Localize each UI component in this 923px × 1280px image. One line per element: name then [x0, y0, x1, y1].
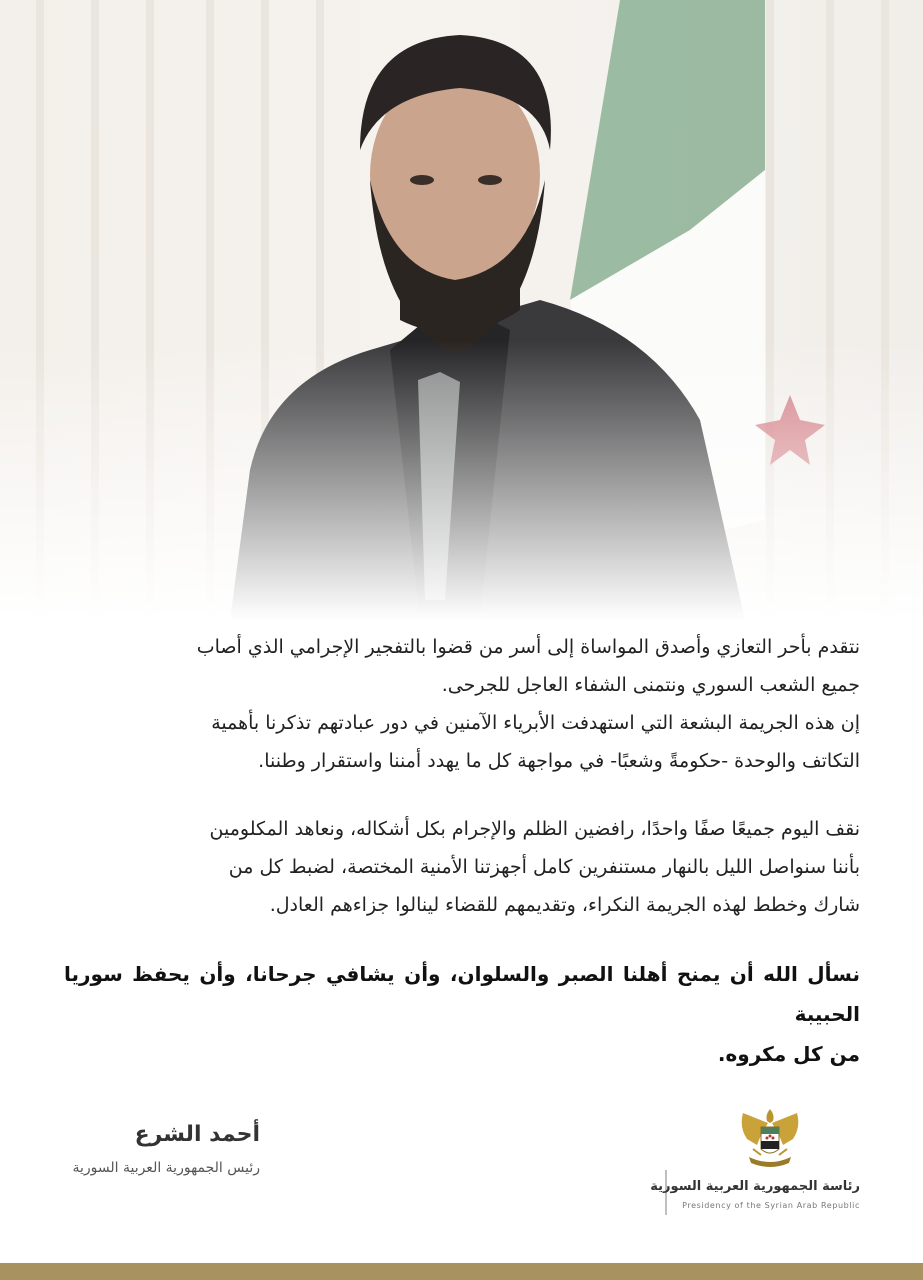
- portrait-photo: [0, 0, 923, 620]
- text-line: بأننا سنواصل الليل بالنهار مستنفرين كامل أجهزتنا الأمنية المختصة، لضبط كل من: [228, 856, 860, 878]
- eagle-emblem-icon: [735, 1105, 805, 1173]
- paragraph-prayer: [64, 954, 860, 1074]
- presidency-logo: [650, 1105, 865, 1215]
- text-line: التكاتف والوحدة -حكومةً وشعبًا- في مواجهة كل ما يهدد أمننا واستقرار وطننا.: [258, 750, 860, 772]
- text-line: شارك وخطط لهذه الجريمة النكراء، وتقديمهم للقضاء لينالوا جزاءهم العادل.: [269, 894, 860, 916]
- text-line: نسأل الله أن يمنح أهلنا الصبر والسلوان، وأن يشافي جرحانا، وأن يحفظ سوريا الحبيبة: [64, 962, 860, 1026]
- presidency-english-label: Presidency of the Syrian Arab Republic: [682, 1201, 860, 1210]
- text-line: نقف اليوم جميعًا صفًا واحدًا، رافضين الظلم والإجرام بكل أشكاله، ونعاهد المكلومين: [209, 818, 860, 840]
- signatory-title: رئيس الجمهورية العربية السورية: [72, 1160, 260, 1176]
- signature-block: [60, 1120, 260, 1176]
- footer-accent-bar: [0, 1263, 923, 1280]
- signatory-name: أحمد الشرع: [134, 1122, 260, 1147]
- text-line: جميع الشعب السوري ونتمنى الشفاء العاجل للجرحى.: [441, 674, 860, 696]
- text-line: من كل مكروه.: [717, 1042, 860, 1066]
- paragraph-condolences: [64, 628, 860, 780]
- condolence-statement: [64, 628, 860, 1104]
- text-line: نتقدم بأحر التعازي وأصدق المواساة إلى أسر من قضوا بالتفجير الإجرامي الذي أصاب: [196, 636, 860, 658]
- presidency-arabic-label: رئاسة الجمهورية العربية السورية: [650, 1179, 860, 1194]
- text-line: إن هذه الجريمة البشعة التي استهدفت الأبرياء الآمنين في دور عبادتهم تذكرنا بأهمية: [211, 712, 860, 734]
- paragraph-pledge: [64, 810, 860, 924]
